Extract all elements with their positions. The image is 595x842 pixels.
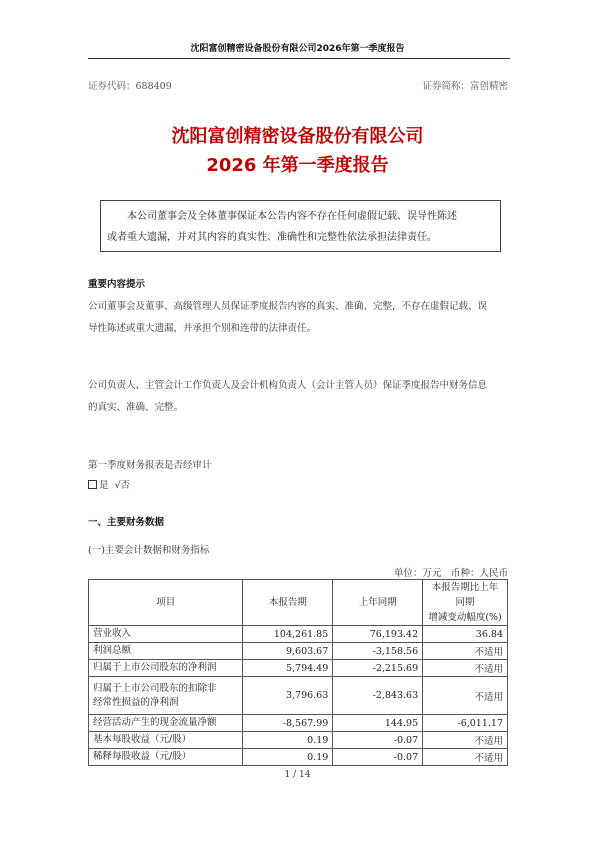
row-change: 不适用: [423, 677, 508, 715]
audit-no-label: √否: [114, 480, 131, 491]
row-prior: -3,158.56: [333, 643, 423, 660]
row-current: 0.19: [243, 732, 333, 749]
table-row: [89, 643, 508, 660]
row-prior: -2,843.63: [333, 677, 423, 715]
row-current: 5,794.49: [243, 660, 333, 677]
row-change: 不适用: [423, 732, 508, 749]
row-prior: -0.07: [333, 749, 423, 766]
col-header-change: [423, 580, 508, 626]
row-item: 归属于上市公司股东的净利润: [89, 660, 243, 677]
table-row: [89, 677, 508, 715]
row-change: 36.84: [423, 626, 508, 643]
report-title: 2026 年第一季度报告: [206, 155, 389, 176]
directors-statement: [88, 296, 508, 340]
row-change: 不适用: [423, 749, 508, 766]
col-header-item: 项目: [89, 580, 243, 626]
row-current: 9,603.67: [243, 643, 333, 660]
table-row: [89, 660, 508, 677]
row-prior: -0.07: [333, 732, 423, 749]
notice-line-2: 或者重大遗漏，并对其内容的真实性、准确性和完整性依法承担法律责任。: [107, 232, 437, 243]
directors-statement-line-1: 公司董事会及董事、高级管理人员保证季度报告内容的真实、准确、完整，不存在虚假记载、误: [88, 301, 488, 312]
row-change: 不适用: [423, 660, 508, 677]
row-prior: -2,215.69: [333, 660, 423, 677]
table-header-row: [89, 580, 508, 626]
row-prior: 76,193.42: [333, 626, 423, 643]
row-prior: 144.95: [333, 715, 423, 732]
audit-yes-label: 是: [99, 480, 109, 491]
row-item: [89, 677, 243, 715]
board-notice-box: [100, 200, 501, 252]
row-item: 经营活动产生的现金流量净额: [89, 715, 243, 732]
unit-currency-line: 单位：万元 币种：人民币: [393, 568, 508, 579]
securities-abbreviation: 证券简称：富创精密: [422, 81, 508, 92]
row-current: -8,567.99: [243, 715, 333, 732]
row-item: 营业收入: [89, 626, 243, 643]
audit-answer: [88, 477, 130, 491]
row-item: 稀释每股收益（元/股）: [89, 749, 243, 766]
table-row: [89, 626, 508, 643]
section-1-subheading: (一)主要会计数据和财务指标: [88, 545, 210, 556]
row-item: 基本每股收益（元/股）: [89, 732, 243, 749]
col-header-change-line-2: 增减变动幅度(%): [428, 612, 502, 623]
company-title: 沈阳富创精密设备股份有限公司: [171, 126, 424, 147]
officers-statement: [88, 375, 508, 419]
header-divider: [88, 58, 510, 59]
row-item-line-1: 归属于上市公司股东的扣除非: [93, 682, 217, 694]
row-change: 不适用: [423, 643, 508, 660]
row-item-line-2: 经常性损益的净利润: [93, 696, 179, 708]
row-current: 0.19: [243, 749, 333, 766]
table-row: [89, 732, 508, 749]
table-row: [89, 715, 508, 732]
row-current: 3,796.63: [243, 677, 333, 715]
col-header-current: 本报告期: [243, 580, 333, 626]
col-header-prior: 上年同期: [333, 580, 423, 626]
checkbox-empty-icon: [88, 480, 97, 489]
running-header-title: 沈阳富创精密设备股份有限公司2026年第一季度报告: [190, 44, 405, 54]
row-item: 利润总额: [89, 643, 243, 660]
securities-code: 证券代码：688409: [88, 81, 172, 92]
notice-line-1: 本公司董事会及全体董事保证本公告内容不存在任何虚假记载、误导性陈述: [127, 211, 457, 222]
officers-statement-line-2: 的真实、准确、完整。: [88, 402, 184, 413]
directors-statement-line-2: 导性陈述或重大遗漏，并承担个别和连带的法律责任。: [88, 323, 317, 334]
audit-question: 第一季度财务报表是否经审计: [88, 460, 212, 471]
key-financial-table: [88, 579, 508, 766]
section-1-heading: 一、主要财务数据: [88, 517, 165, 528]
officers-statement-line-1: 公司负责人、主管会计工作负责人及会计机构负责人（会计主管人员）保证季度报告中财务信息: [88, 380, 488, 391]
table-row: [89, 749, 508, 766]
page-number: 1 / 14: [284, 770, 311, 780]
row-change: -6,011.17: [423, 715, 508, 732]
row-current: 104,261.85: [243, 626, 333, 643]
col-header-change-line-1: 本报告期比上年同期: [431, 582, 499, 608]
important-heading: 重要内容提示: [88, 279, 146, 290]
